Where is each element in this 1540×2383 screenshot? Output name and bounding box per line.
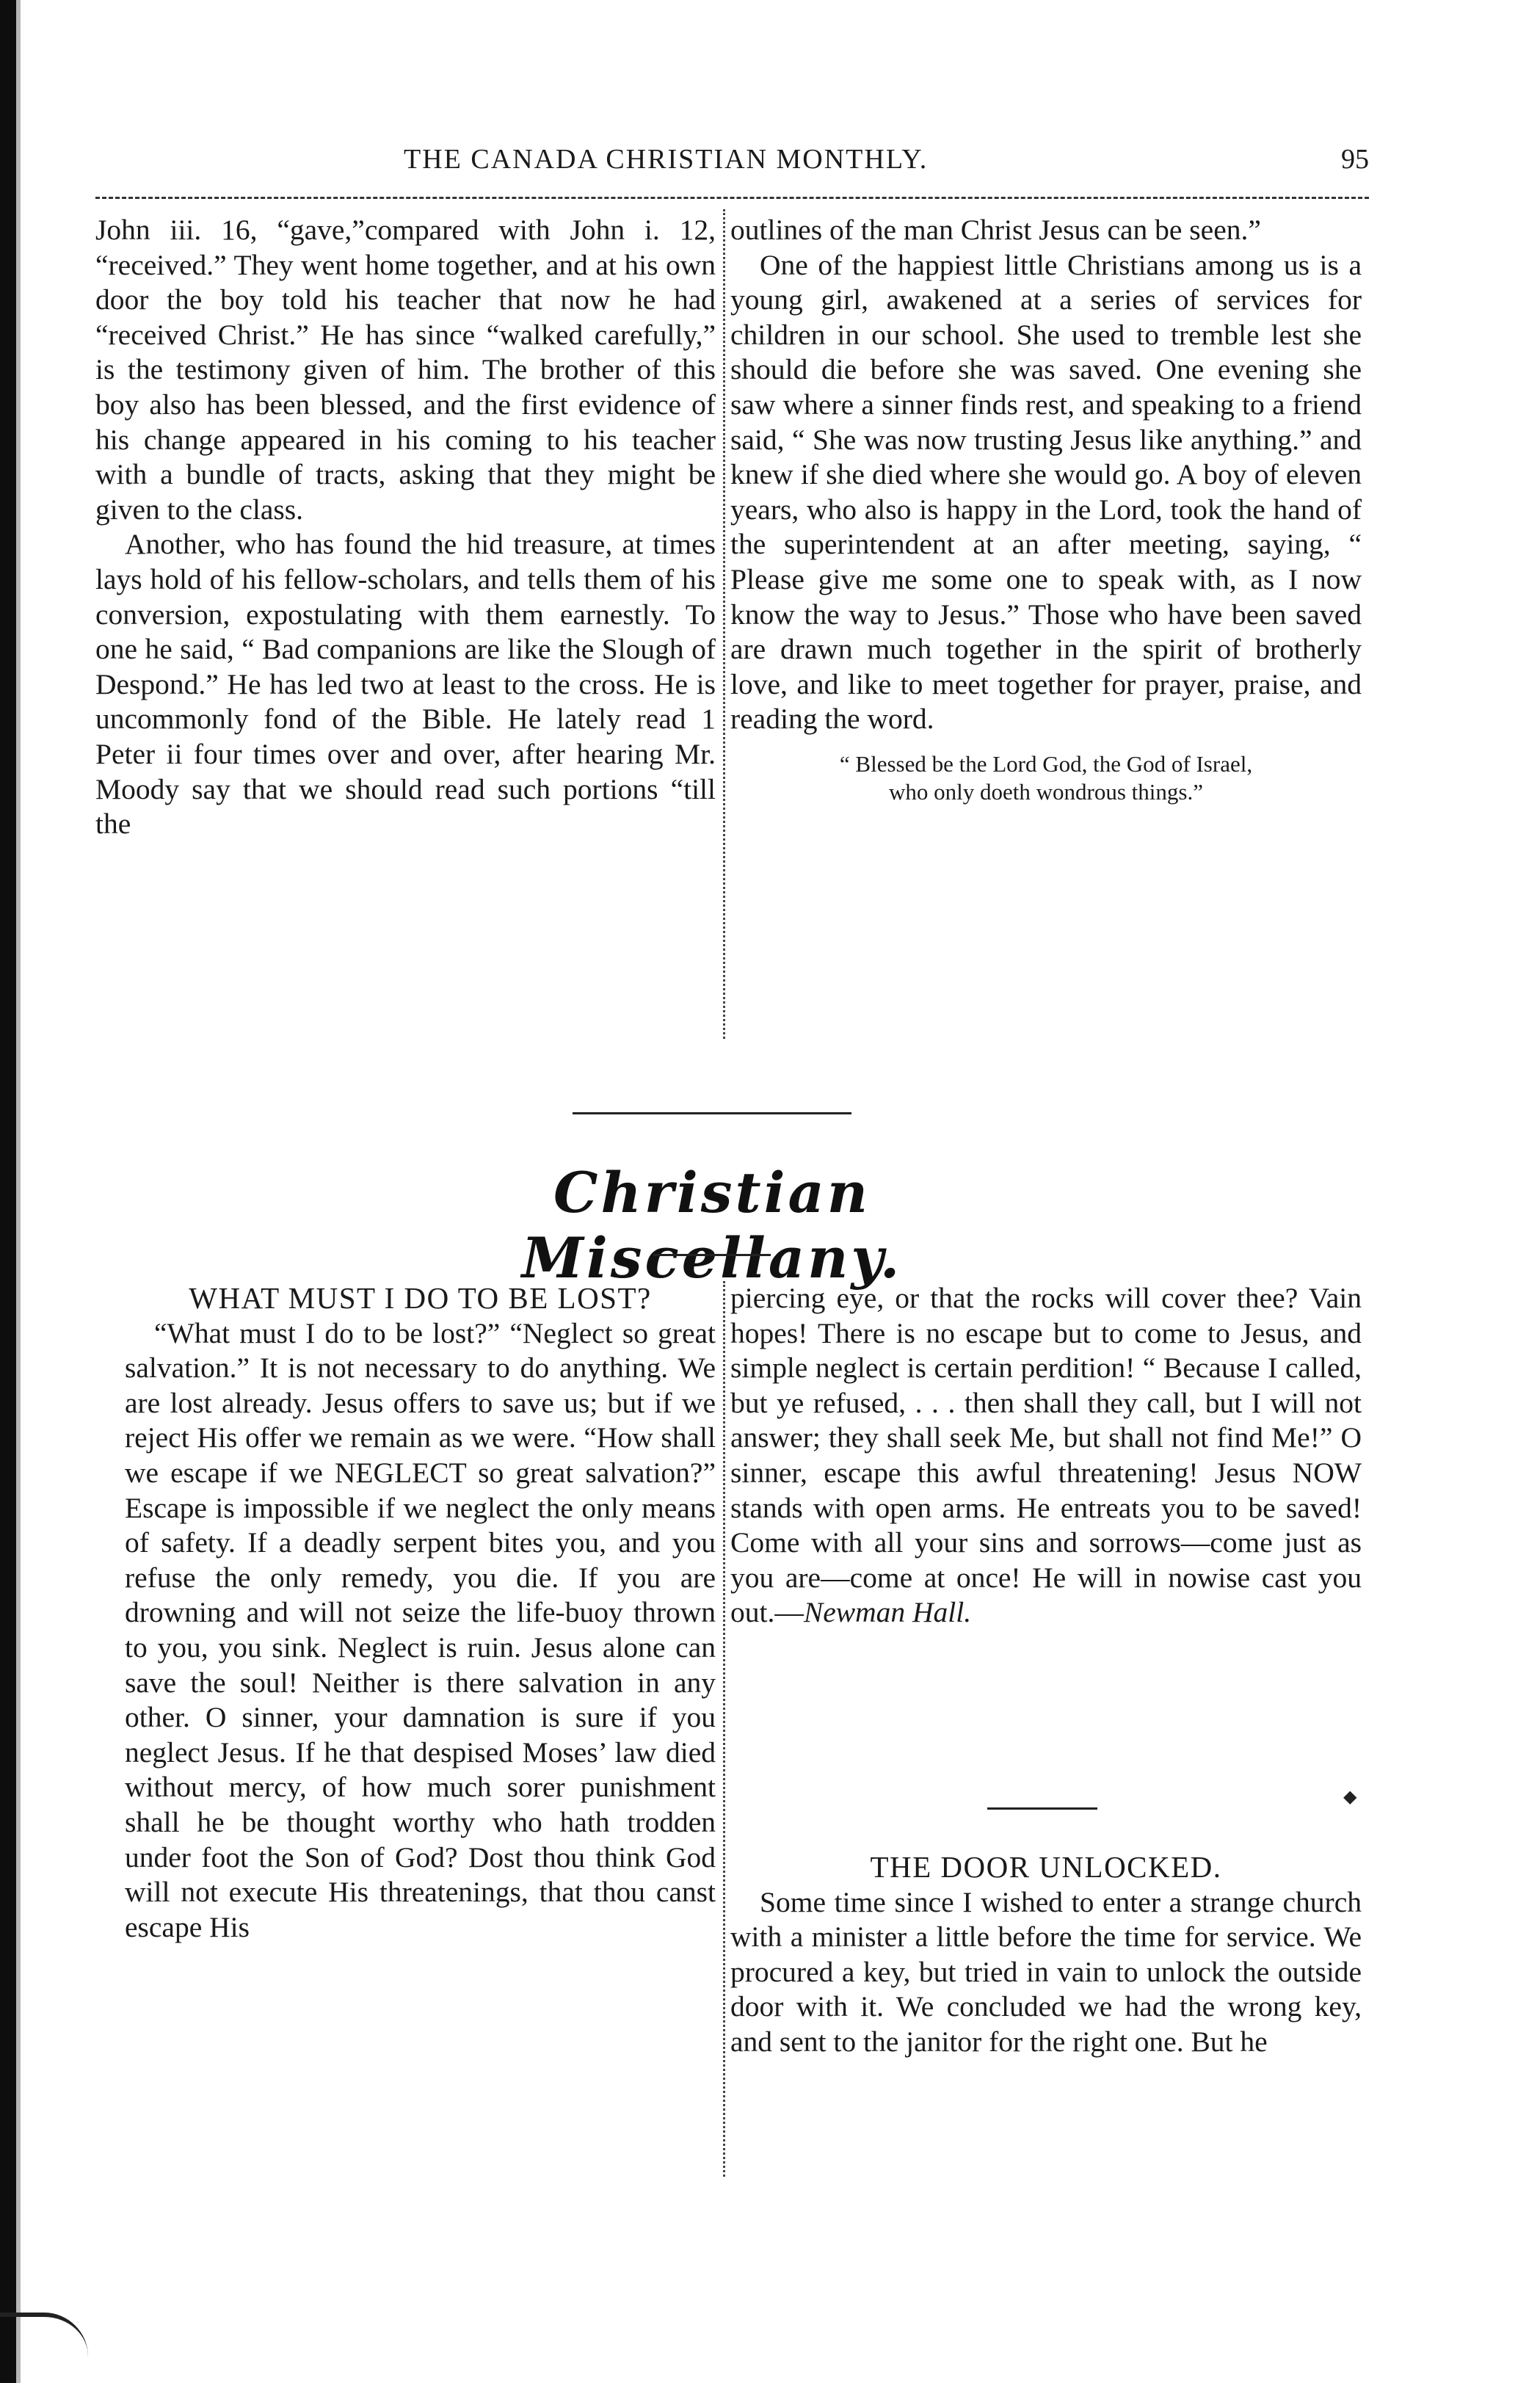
printer-mark: ◆ bbox=[1343, 1785, 1357, 1807]
page-edge bbox=[16, 0, 21, 2383]
bottom-left-column bbox=[125, 1281, 716, 1945]
article-heading: THE DOOR UNLOCKED. bbox=[870, 1850, 1222, 1884]
top-right-column bbox=[730, 213, 1362, 806]
section-rule-bottom bbox=[653, 1254, 771, 1256]
top-left-column bbox=[95, 213, 716, 842]
paragraph: “What must I do to be lost?” “Neglect so great salvation.” It is not necessary to do anything. We are lost already. Jesus offers to save us; but if we reject His offer we remain as we were. “How shall we escape if we NEGLECT so great salvation?” Escape is impossible if we neglect the only means of safety. If a deadly serpent bites you, and you refuse the only remedy, you die. If you are drowning and will not seize the life-buoy thrown to you, you sink. Neglect is ruin. Jesus alone can save the soul! Neither is there salvation in any other. O sinner, your damnation is sure if you neglect Jesus. If he that despised Moses’ law died without mercy, of how much sorer punishment shall he be thought worthy who hath trodden under foot the Son of God? Dost thou think God will not execute His threatenings, that thou canst escape His bbox=[125, 1316, 716, 1943]
paragraph-text: piercing eye, or that the rocks will cover thee? Vain hopes! There is no escape but to come to Jesus, and simple neglect is certain perdition! “ Because I called, but ye refused, . . . then shall they call, but I will not answer; they shall seek Me, but shall not find Me!” O sinner, escape this awful threatening! Jesus NOW stands with open arms. He entreats you to be saved! Come with all your sins and sorrows—come just as you are—come at once! He will in nowise cast you out.— bbox=[730, 1282, 1362, 1629]
page-curl bbox=[0, 2313, 88, 2383]
column-divider-top bbox=[723, 209, 725, 1039]
book-spine-shadow bbox=[0, 0, 16, 2383]
article-heading: WHAT MUST I DO TO BE LOST? bbox=[189, 1281, 652, 1315]
bottom-right-column bbox=[730, 1281, 1362, 1631]
paragraph: John iii. 16, “gave,”compared with John i. 12, “received.” They went home together, and at his own door the boy told his teacher that now he had “received Christ.” He has since “walked carefully,” is the testimony given of him. The brother of this boy also has been blessed, and the first evidence of his change appeared in his coming to his teacher with a bundle of tracts, asking that they might be given to the class. bbox=[95, 214, 716, 526]
section-rule-top bbox=[573, 1112, 851, 1114]
article-separator bbox=[987, 1807, 1097, 1810]
paragraph bbox=[730, 1281, 1362, 1631]
column-divider-bottom bbox=[723, 1281, 725, 2177]
running-header bbox=[110, 143, 1369, 195]
paragraph: One of the happiest little Christians among us is a young girl, awakened at a series of services for children in our school. She used to tremble lest she should die before she was saved. One evening she saw where a sinner finds rest, and speaking to a friend said, “ She was now trusting Jesus like anything.” and knew if she died where she would go. A boy of eleven years, who also is happy in the Lord, took the hand of the superintendent at an after meeting, saying, “ Please give me some one to speak with, as I now know the way to Jesus.” Those who have been saved are drawn much together in the spirit of brotherly love, and like to meet together for prayer, praise, and reading the word. bbox=[730, 248, 1362, 736]
author-signature: Newman Hall. bbox=[803, 1596, 972, 1629]
paragraph: outlines of the man Christ Jesus can be seen.” bbox=[730, 214, 1261, 246]
header-rule bbox=[95, 197, 1369, 199]
section-title: Christian Miscellany. bbox=[521, 1160, 903, 1291]
quote-line: who only doeth wondrous things.” bbox=[889, 778, 1203, 805]
paragraph: Another, who has found the hid treasure, at times lays hold of his fellow-scholars, and tells them of his conversion, expostulating with them earnestly. To one he said, “ Bad companions are like the Slough of Despond.” He has led two at least to the cross. He is uncommonly fond of the Bible. He lately read 1 Peter ii four times over and over, after hearing Mr. Moody say that we should read such portions “till the bbox=[95, 528, 716, 841]
quote-line: “ Blessed be the Lord God, the God of Israel, bbox=[839, 750, 1253, 777]
paragraph: Some time since I wished to enter a strange church with a minister a little before the time for service. We procured a key, but tried in vain to unlock the outside door with it. We concluded we had the wrong key, and sent to the janitor for the right one. But he bbox=[730, 1885, 1362, 2058]
page-number: 95 bbox=[1341, 144, 1369, 175]
door-unlocked-article bbox=[730, 1850, 1362, 2060]
journal-title: THE CANADA CHRISTIAN MONTHLY. bbox=[404, 144, 929, 175]
scripture-quote bbox=[730, 750, 1362, 806]
